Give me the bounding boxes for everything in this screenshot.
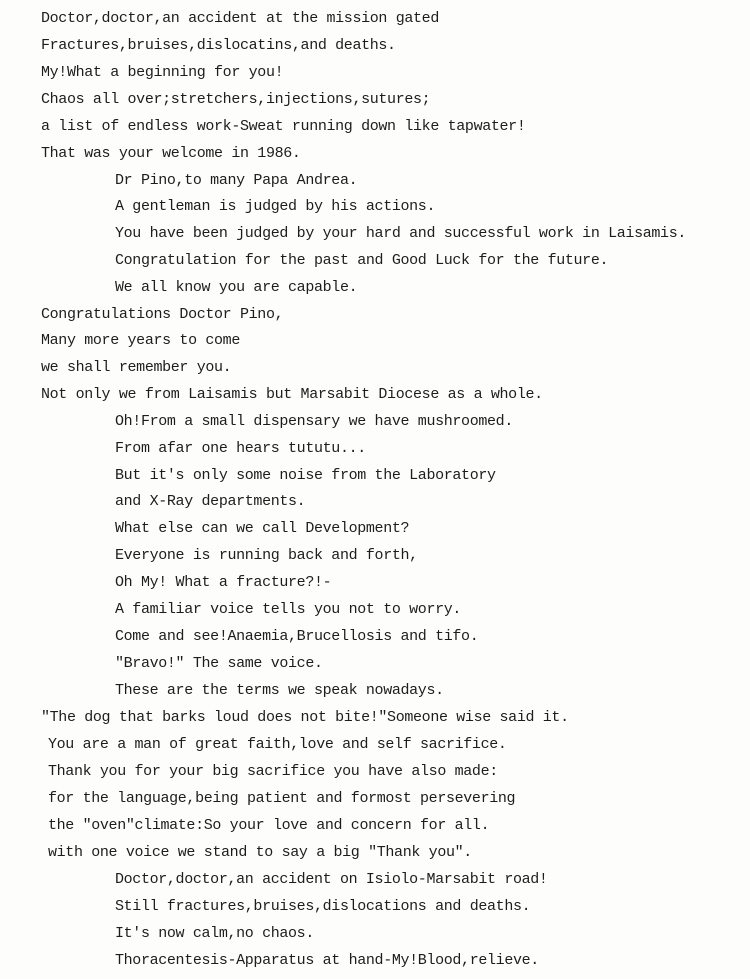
poem-line: the "oven"climate:So your love and concern for all. [48,817,490,834]
poem-line: a list of endless work-Sweat running down like tapwater! [41,118,526,135]
poem-line: Congratulations Doctor Pino, [41,306,284,323]
poem-line: and X-Ray departments. [115,493,306,510]
poem-line: we shall remember you. [41,359,232,376]
poem-line: Not only we from Laisamis but Marsabit Diocese as a whole. [41,386,543,403]
poem-line: A familiar voice tells you not to worry. [115,601,462,618]
poem-line: Congratulation for the past and Good Luck for the future. [115,252,609,269]
poem-line: My!What a beginning for you! [41,64,284,81]
poem-line: Thoracentesis-Apparatus at hand-My!Blood,relieve. [115,952,539,969]
poem-line: You have been judged by your hard and successful work in Laisamis. [115,225,686,242]
poem-line: Dr Pino,to many Papa Andrea. [115,172,358,189]
poem-line: Fractures,bruises,dislocatins,and deaths. [41,37,396,54]
poem-line: for the language,being patient and formost persevering [48,790,516,807]
poem-line: with one voice we stand to say a big "Thank you". [48,844,472,861]
poem-line: But it's only some noise from the Laboratory [115,467,496,484]
poem-line: We all know you are capable. [115,279,358,296]
poem-line: It's now calm,no chaos. [115,925,314,942]
poem-line: Doctor,doctor,an accident on Isiolo-Marsabit road! [115,871,548,888]
poem-line: Still fractures,bruises,dislocations and deaths. [115,898,531,915]
poem-line: "The dog that barks loud does not bite!"Someone wise said it. [41,709,569,726]
poem-line: Everyone is running back and forth, [115,547,418,564]
poem-line: You are a man of great faith,love and self sacrifice. [48,736,507,753]
poem-line: From afar one hears tututu... [115,440,366,457]
poem-line: Oh My! What a fracture?!- [115,574,332,591]
poem-line: "Bravo!" The same voice. [115,655,323,672]
poem-line: Come and see!Anaemia,Brucellosis and tifo. [115,628,479,645]
poem-line: Oh!From a small dispensary we have mushroomed. [115,413,513,430]
poem-line: Doctor,doctor,an accident at the mission gated [41,10,439,27]
poem-line: Thank you for your big sacrifice you have also made: [48,763,498,780]
poem-line: Many more years to come [41,332,240,349]
poem-line: These are the terms we speak nowadays. [115,682,444,699]
poem-line: Chaos all over;stretchers,injections,sutures; [41,91,431,108]
poem-line: That was your welcome in 1986. [41,145,301,162]
poem-line: A gentleman is judged by his actions. [115,198,436,215]
poem-line: What else can we call Development? [115,520,410,537]
